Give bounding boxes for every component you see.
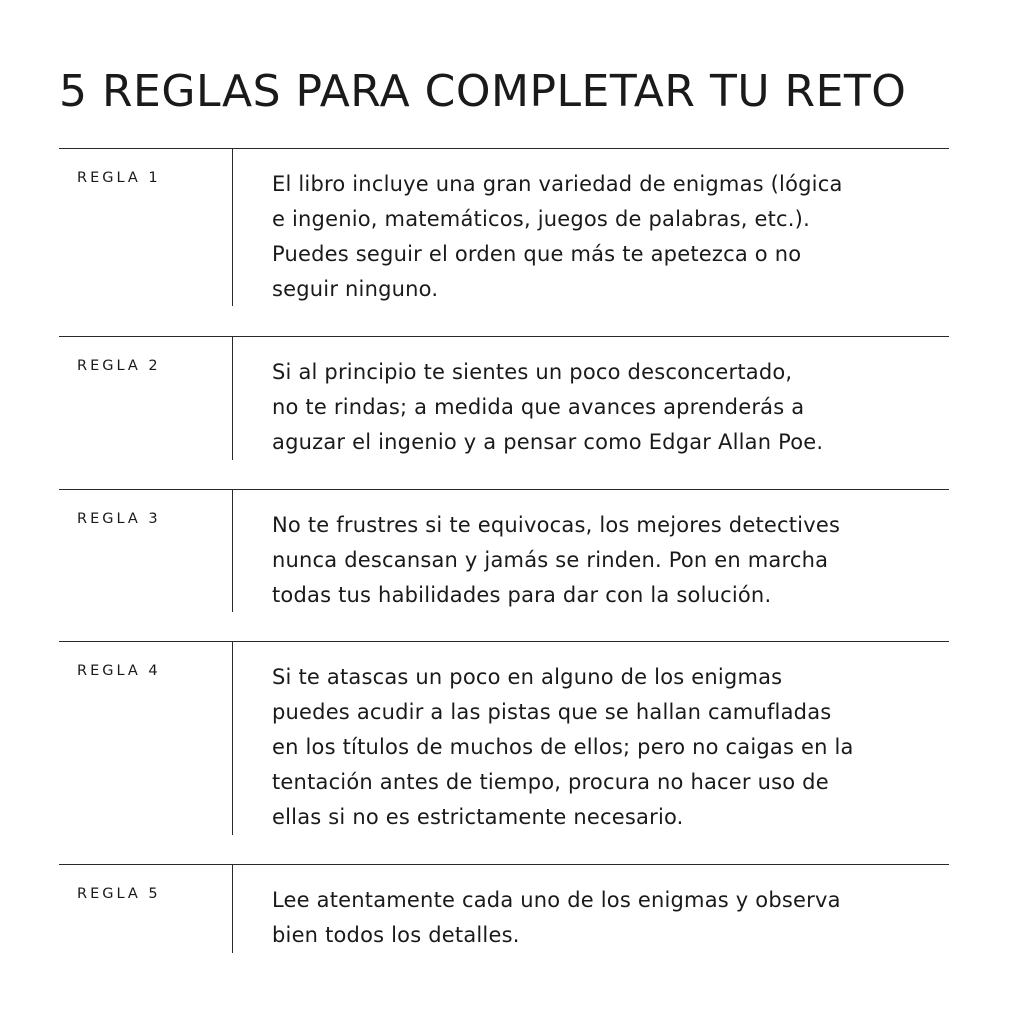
rule-1 bbox=[59, 148, 949, 336]
vertical-divider bbox=[232, 490, 233, 612]
rule-label: REGLA 1 bbox=[77, 170, 161, 186]
rule-text-line: aguzar el ingenio y a pensar como Edgar Allan Poe. bbox=[272, 430, 824, 454]
rule-5 bbox=[59, 864, 949, 984]
rule-text-line: Puedes seguir el orden que más te apetezca o no bbox=[272, 242, 802, 266]
rule-label: REGLA 2 bbox=[77, 358, 161, 374]
vertical-divider bbox=[232, 642, 233, 835]
rule-text-line: e ingenio, matemáticos, juegos de palabras, etc.). bbox=[272, 207, 810, 231]
rule-text bbox=[272, 355, 952, 460]
rule-text bbox=[272, 883, 952, 953]
rule-4 bbox=[59, 641, 949, 864]
rule-label: REGLA 5 bbox=[77, 886, 161, 902]
rule-text-line: seguir ninguno. bbox=[272, 277, 439, 301]
rule-text-line: todas tus habilidades para dar con la solución. bbox=[272, 583, 772, 607]
rule-text-line: El libro incluye una gran variedad de enigmas (lógica bbox=[272, 172, 843, 196]
page-title: 5 REGLAS PARA COMPLETAR TU RETO bbox=[59, 66, 907, 117]
vertical-divider bbox=[232, 337, 233, 460]
rule-label: REGLA 3 bbox=[77, 511, 161, 527]
rule-text-line: Lee atentamente cada uno de los enigmas y observa bbox=[272, 888, 841, 912]
vertical-divider bbox=[232, 865, 233, 953]
rule-3 bbox=[59, 489, 949, 641]
rule-text-line: ellas si no es estrictamente necesario. bbox=[272, 805, 684, 829]
rule-text-line: en los títulos de muchos de ellos; pero no caigas en la bbox=[272, 735, 854, 759]
rule-text-line: Si te atascas un poco en alguno de los enigmas bbox=[272, 665, 783, 689]
rule-text bbox=[272, 167, 952, 307]
rule-text-line: Si al principio te sientes un poco desconcertado, bbox=[272, 360, 793, 384]
rules-list bbox=[59, 148, 949, 984]
rule-text-line: tentación antes de tiempo, procura no hacer uso de bbox=[272, 770, 829, 794]
rule-2 bbox=[59, 336, 949, 489]
rule-text-line: no te rindas; a medida que avances aprenderás a bbox=[272, 395, 805, 419]
rule-text-line: bien todos los detalles. bbox=[272, 923, 520, 947]
rule-text bbox=[272, 508, 952, 613]
rule-text bbox=[272, 660, 952, 835]
rule-text-line: No te frustres si te equivocas, los mejores detectives bbox=[272, 513, 841, 537]
rule-text-line: puedes acudir a las pistas que se hallan camufladas bbox=[272, 700, 832, 724]
vertical-divider bbox=[232, 149, 233, 306]
rule-text-line: nunca descansan y jamás se rinden. Pon en marcha bbox=[272, 548, 829, 572]
rule-label: REGLA 4 bbox=[77, 663, 161, 679]
